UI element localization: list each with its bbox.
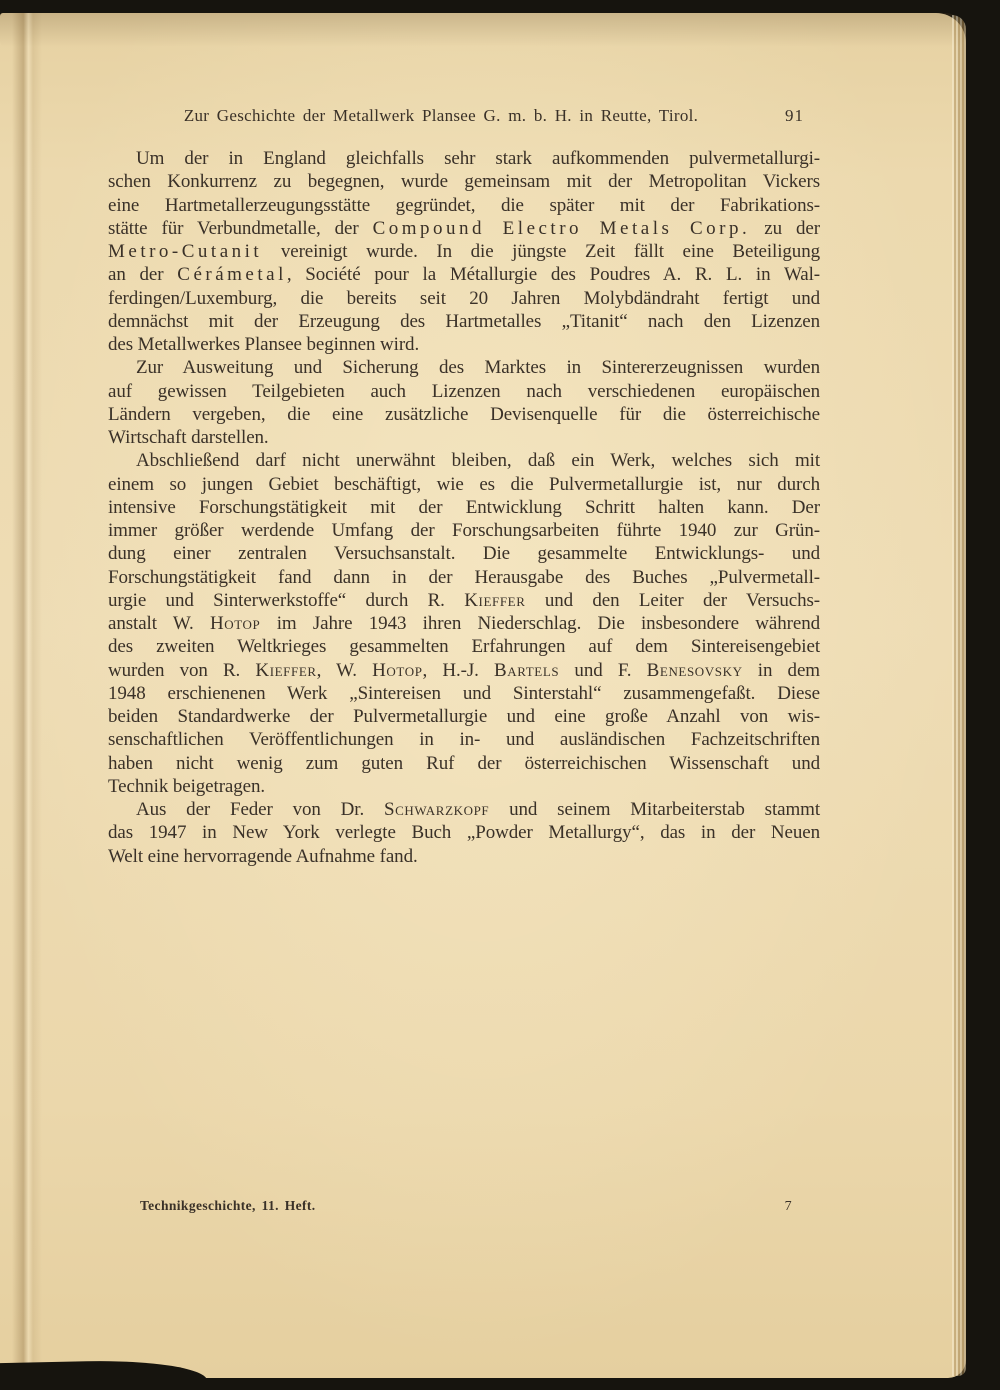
smallcaps-name: Bartels bbox=[494, 659, 560, 681]
text-line: demnächst mit der Erzeugung des Hartmetalles „Titanit“ nach den Lizenzen bbox=[108, 310, 820, 332]
text-line: 1948 erschienenen Werk „Sintereisen und Sinterstahl“ zusammengefaßt. Diese bbox=[108, 682, 820, 704]
stacked-page-edges bbox=[952, 15, 966, 1376]
text-body bbox=[108, 147, 820, 868]
text-line: Abschließend darf nicht unerwähnt bleiben, daß ein Werk, welches sich mit bbox=[136, 450, 820, 472]
letterspaced-term: Compound Electro Metals Corp. bbox=[372, 217, 751, 239]
book-page bbox=[0, 13, 966, 1378]
text-line: stätte für Verbundmetalle, der Compound Electro Metals Corp. zu der bbox=[108, 217, 820, 239]
text-line: des zweiten Weltkrieges gesammelten Erfahrungen auf dem Sintereisengebiet bbox=[108, 636, 820, 658]
paragraph bbox=[108, 798, 820, 868]
text-line: senschaftlichen Veröffentlichungen in in- und ausländischen Fachzeitschriften bbox=[108, 729, 820, 751]
text-line: wurden von R. Kieffer, W. Hotop, H.-J. Bartels und F. Benesovsky in dem bbox=[108, 659, 820, 681]
text-line: Forschungstätigkeit fand dann in der Herausgabe des Buches „Pulvermetall- bbox=[108, 566, 820, 588]
header-page-number: 91 bbox=[785, 106, 804, 125]
text-line: Um der in England gleichfalls sehr stark aufkommenden pulvermetallurgi- bbox=[136, 148, 820, 169]
smallcaps-name: Benesovsky bbox=[646, 659, 743, 681]
page-header bbox=[108, 105, 820, 127]
binding-gutter-shadow bbox=[12, 13, 42, 1378]
text-line: beiden Standardwerke der Pulvermetallurgie und eine große Anzahl von wis- bbox=[108, 706, 820, 727]
text-line: Metro-Cutanit vereinigt wurde. In die jüngste Zeit fällt eine Beteiligung bbox=[108, 241, 820, 262]
footer-journal-label: Technikgeschichte, 11. Heft. bbox=[140, 1198, 316, 1213]
paragraph bbox=[108, 449, 820, 798]
text-line: des Metallwerkes Plansee beginnen wird. bbox=[108, 334, 420, 355]
text-line: auf gewissen Teilgebieten auch Lizenzen nach verschiedenen europäischen bbox=[108, 380, 820, 402]
text-line: Zur Ausweitung und Sicherung des Marktes in Sintererzeugnissen wurden bbox=[136, 357, 820, 379]
smallcaps-name: Hotop bbox=[372, 659, 423, 681]
paragraph bbox=[108, 356, 820, 449]
page-footer bbox=[108, 1198, 820, 1215]
text-line: Technik beigetragen. bbox=[108, 775, 266, 797]
text-line: Welt eine hervorragende Aufnahme fand. bbox=[108, 845, 418, 867]
text-line: Wirtschaft darstellen. bbox=[108, 427, 269, 448]
text-line: an der Cérámetal, Société pour la Métallurgie des Poudres A. R. L. in Wal- bbox=[108, 264, 820, 286]
smallcaps-name: Hotop bbox=[209, 613, 261, 634]
paragraph bbox=[108, 147, 820, 356]
letterspaced-term: Cérámetal bbox=[177, 264, 287, 286]
text-line: einem so jungen Gebiet beschäftigt, wie es die Pulvermetallurgie ist, nur durch bbox=[108, 473, 820, 495]
footer-sheet-number: 7 bbox=[784, 1199, 792, 1214]
text-line: haben nicht wenig zum guten Ruf der österreichischen Wissenschaft und bbox=[108, 752, 820, 774]
text-line: immer größer werdende Umfang der Forschungsarbeiten führte 1940 zur Grün- bbox=[108, 520, 820, 541]
letterspaced-term: Metro-Cutanit bbox=[108, 241, 263, 262]
text-line: intensive Forschungstätigkeit mit der Entwicklung Schritt halten kann. Der bbox=[108, 496, 820, 518]
text-line: Ländern vergeben, die eine zusätzliche Devisenquelle für die österreichische bbox=[108, 403, 820, 425]
text-line: schen Konkurrenz zu begegnen, wurde gemeinsam mit der Metropolitan Vickers bbox=[108, 171, 820, 193]
text-line: das 1947 in New York verlegte Buch „Powder Metallurgy“, das in der Neuen bbox=[108, 822, 820, 844]
bottom-left-page-curl bbox=[0, 1359, 207, 1390]
smallcaps-name: Schwarzkopf bbox=[383, 799, 490, 820]
smallcaps-name: Kieffer bbox=[255, 659, 317, 681]
running-title: Zur Geschichte der Metallwerk Plansee G. m. b. H. in Reutte, Tirol. bbox=[183, 106, 699, 125]
smallcaps-name: Kieffer bbox=[464, 589, 526, 611]
text-line: eine Hartmetallerzeugungsstätte gegründet, die später mit der Fabrikations- bbox=[108, 194, 820, 216]
text-line: ferdingen/Luxemburg, die bereits seit 20 Jahren Molybdändraht fertigt und bbox=[108, 287, 820, 309]
text-line: dung einer zentralen Versuchsanstalt. Die gesammelte Entwicklungs- und bbox=[108, 543, 820, 565]
text-line: anstalt W. Hotop im Jahre 1943 ihren Niederschlag. Die insbesondere während bbox=[108, 613, 821, 634]
text-line: urgie und Sinterwerkstoffe“ durch R. Kieffer und den Leiter der Versuchs- bbox=[108, 589, 820, 611]
text-line: Aus der Feder von Dr. Schwarzkopf und seinem Mitarbeiterstab stammt bbox=[136, 799, 820, 820]
